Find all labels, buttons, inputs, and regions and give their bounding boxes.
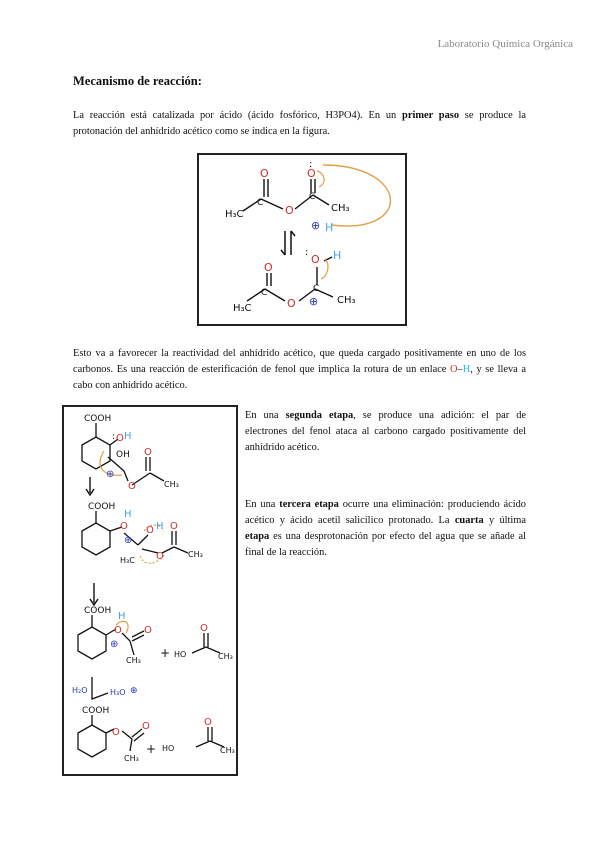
oxygen-label: O	[156, 551, 164, 562]
oxygen-label: O	[287, 297, 296, 310]
hydrogen-label: H	[124, 431, 132, 442]
oxygen-label: O	[264, 261, 273, 274]
lone-pair: :	[305, 247, 309, 258]
oxygen-label: O	[112, 727, 120, 738]
plus-sign: +	[160, 646, 171, 660]
carbon-label: C	[261, 288, 268, 298]
ch3-label: CH₃	[218, 652, 233, 661]
ch3-label: CH₃	[331, 203, 350, 214]
cooh-label: COOH	[84, 414, 112, 424]
carbon-label: C	[257, 198, 264, 208]
paragraph-protonation: La reacción está catalizada por ácido (ácido fosfórico, H3PO4). En un primer paso se produce la protonación del anhídrido acético como se indica en la figura.	[73, 110, 526, 137]
cooh-label: COOH	[88, 502, 116, 512]
ch3-label: CH₃	[164, 480, 179, 489]
ch3-label: CH₃	[220, 746, 235, 755]
lone-pair: :	[112, 432, 116, 442]
page-header: Laboratorio Química Orgánica	[437, 38, 573, 50]
plus-sign: +	[146, 742, 157, 756]
h3c-label: H₃C	[225, 209, 244, 220]
positive-charge-icon: ⊕	[124, 535, 133, 546]
protonation-figure	[197, 153, 407, 326]
ch3-label: CH₃	[188, 550, 203, 559]
paragraph-third-fourth-step: En una tercera etapa ocurre una eliminación: produciendo ácido acético y ácido acetil salicílico protonado. La cuarta y última etapa es una desprotonación por efecto del agua que se añade al final de la reacción.	[245, 499, 526, 558]
oh-label: OH	[116, 450, 130, 460]
oxygen-label: O	[114, 625, 122, 636]
cooh-label: COOH	[82, 706, 110, 716]
carbon-label: C	[309, 192, 316, 202]
ho-label: HO	[174, 650, 187, 659]
h2o-label: H₂O	[72, 686, 88, 695]
lone-pair: :	[309, 159, 313, 170]
hydrogen-label: H	[333, 249, 342, 262]
positive-charge-icon: ⊕	[110, 639, 119, 650]
section-title: Mecanismo de reacción:	[73, 74, 202, 88]
hydrogen-label: H	[118, 611, 126, 622]
carbon-label: C	[313, 284, 320, 294]
oxygen-label: O	[260, 167, 269, 180]
positive-charge-icon: ⊕	[311, 219, 321, 232]
positive-charge-icon: ⊕	[106, 469, 115, 480]
ch3-label: CH₃	[337, 295, 356, 306]
oxygen-label: O	[142, 721, 150, 732]
hydrogen-label: H	[156, 521, 164, 532]
hydrogen-label: H	[124, 509, 132, 520]
hydrogen-label: H	[325, 221, 334, 234]
cooh-label: COOH	[84, 606, 112, 616]
paragraph-second-step: En una segunda etapa, se produce una adición: el par de electrones del fenol ataca al carbono cargado positivamente del anhídrido acético.	[245, 410, 526, 453]
oxygen-label: O	[144, 447, 152, 458]
h3c-label: H₃C	[233, 303, 252, 314]
mechanism-figure	[62, 405, 238, 776]
oxygen-label: O	[307, 167, 316, 180]
oxygen-label: O	[204, 717, 212, 728]
oxygen-label: O	[285, 204, 294, 217]
paragraph-reactivity: Esto va a favorecer la reactividad del anhídrido acético, que queda cargado positivamente en uno de los carbonos. Es una reacción de esterificación de fenol que implica la rotura de un enlace O–H, y se lleva a cabo con anhídrido acético.	[73, 348, 526, 391]
oxygen-label: O	[170, 521, 178, 532]
oxygen-label: O	[120, 521, 128, 532]
oxygen-label: O	[116, 433, 124, 444]
oxygen-label: O	[146, 525, 154, 536]
h3c-label: H₃C	[120, 556, 135, 565]
oxygen-label: O	[311, 253, 320, 266]
ho-label: HO	[162, 744, 175, 753]
oxygen-label: O	[128, 481, 136, 492]
positive-charge-icon: ⊕	[309, 295, 319, 308]
oxygen-label: O	[144, 625, 152, 636]
oxygen-label: O	[200, 623, 208, 634]
positive-charge-icon: ⊕	[130, 686, 138, 696]
h3o-label: H₃O	[110, 688, 126, 697]
ch3-label: CH₃	[124, 754, 139, 763]
ch3-label: CH₃	[126, 656, 141, 665]
